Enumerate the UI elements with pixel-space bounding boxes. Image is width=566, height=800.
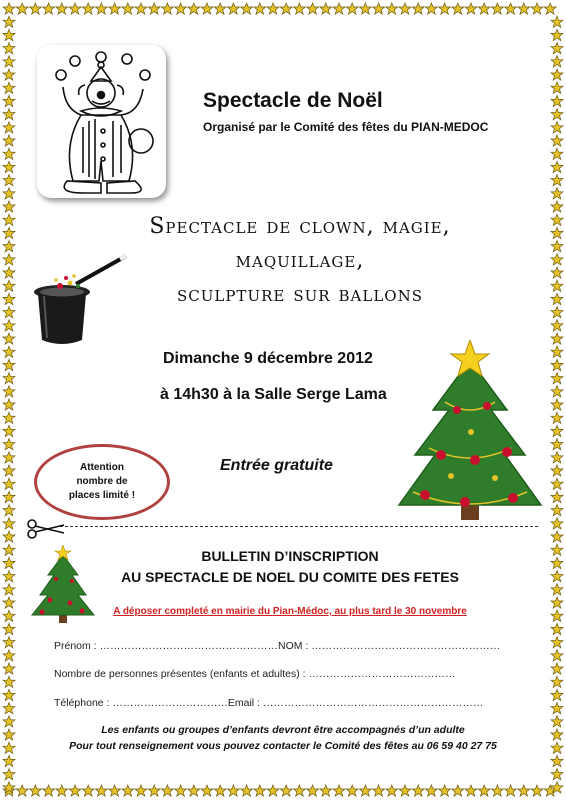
attention-badge — [34, 444, 170, 520]
magic-hat-icon — [30, 250, 130, 350]
event-title: Spectacle de Noël — [203, 89, 383, 112]
deposit-note: A déposer completé en mairie du Pian-Médoc, au plus tard le 30 novembre — [113, 606, 467, 617]
form-line-name: Prénom : ……………………………………………NOM : ……………………………………………… — [54, 640, 501, 652]
event-time-place: à 14h30 à la Salle Serge Lama — [160, 386, 387, 403]
cut-line — [60, 526, 538, 527]
headline-line-2: maquillage, — [235, 248, 365, 273]
bulletin-subtitle: AU SPECTACLE DE NOEL DU COMITE DES FETES — [121, 569, 459, 585]
clown-illustration — [37, 45, 166, 198]
event-date: Dimanche 9 décembre 2012 — [163, 350, 373, 367]
organizer-line: Organisé par le Comité des fêtes du PIAN-MEDOC — [203, 120, 489, 134]
headline-line-1: Spectacle de clown, magie, — [149, 214, 451, 239]
footer-note-contact: Pour tout renseignement vous pouvez contacter le Comité des fêtes au 06 59 40 27 75 — [69, 740, 497, 752]
form-line-people: Nombre de personnes présentes (enfants et adultes) : …………………………………… — [54, 668, 456, 680]
christmas-tree — [395, 340, 545, 525]
footer-note-adult: Les enfants ou groupes d’enfants devront être accompagnés d’un adulte — [101, 724, 465, 736]
headline-line-3: sculpture sur ballons — [176, 282, 423, 307]
attention-text: Attention nombre de places limité ! — [68, 462, 136, 501]
bulletin-title: BULLETIN D’INSCRIPTION — [201, 548, 379, 564]
form-line-contact: Téléphone : ……………………………Email : ……………………………………………………… — [54, 697, 484, 709]
scissors-icon — [26, 519, 66, 539]
entry-free: Entrée gratuite — [220, 457, 333, 474]
